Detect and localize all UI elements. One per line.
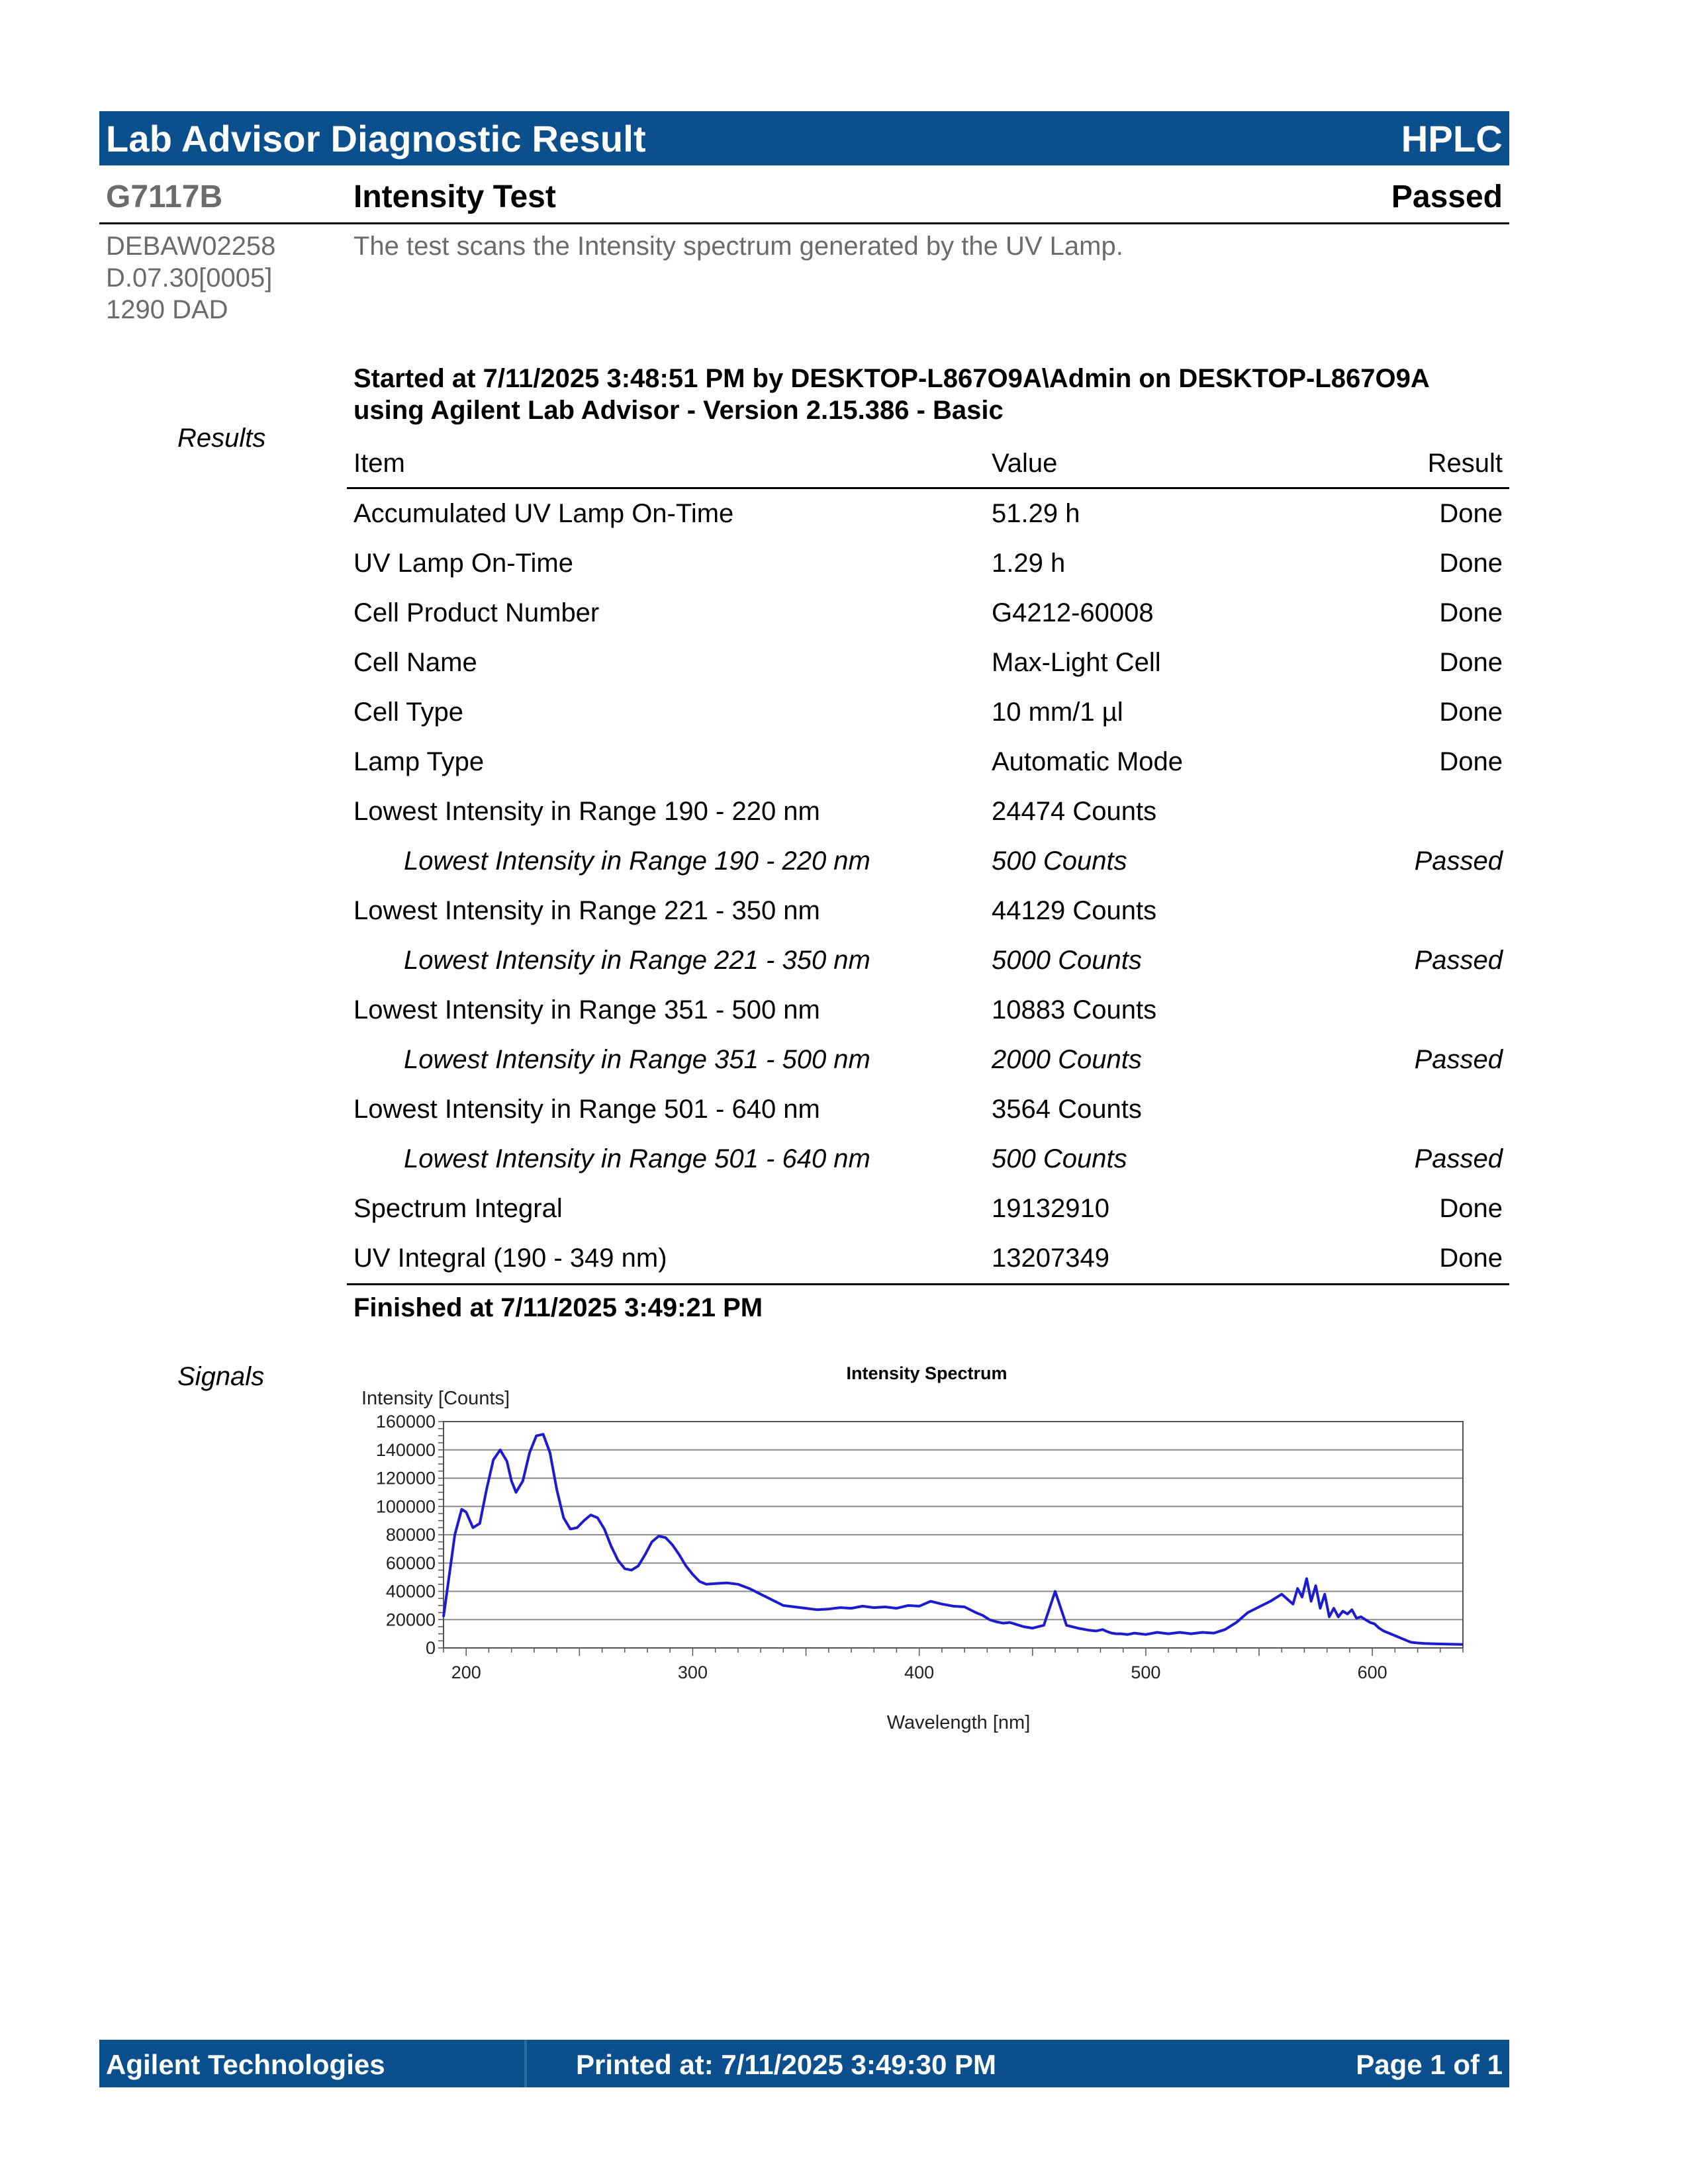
cell-item: Cell Type — [353, 698, 464, 727]
started-line-1: Started at 7/11/2025 3:48:51 PM by DESKTOP-L867O9A\Admin on DESKTOP-L867O9A — [353, 364, 1430, 393]
cell-result: Passed — [1414, 1144, 1503, 1173]
table-row — [347, 1085, 1509, 1134]
cell-value: 1.29 h — [992, 549, 1066, 578]
cell-value: 500 Counts — [992, 1144, 1127, 1173]
y-tick-label: 40000 — [385, 1581, 436, 1602]
cell-value: 24474 Counts — [992, 797, 1157, 826]
cell-value: 10883 Counts — [992, 995, 1157, 1024]
cell-value: 10 mm/1 µl — [992, 698, 1123, 727]
results-table — [347, 439, 1509, 1285]
cell-result: Passed — [1414, 846, 1503, 876]
cell-result: Passed — [1414, 946, 1503, 975]
footer-company: Agilent Technologies — [106, 2049, 385, 2080]
cell-item: Lowest Intensity in Range 190 - 220 nm — [353, 797, 820, 826]
cell-result: Done — [1439, 499, 1503, 528]
table-row — [347, 1184, 1509, 1234]
cell-item: UV Lamp On-Time — [353, 549, 573, 578]
footer-page: Page 1 of 1 — [1356, 2049, 1503, 2080]
footer-separator — [524, 2040, 527, 2087]
cell-item: Cell Product Number — [353, 598, 600, 627]
report-header-bar — [99, 111, 1509, 165]
table-row — [347, 488, 1509, 539]
cell-value: Automatic Mode — [992, 747, 1184, 776]
chart-title: Intensity Spectrum — [846, 1363, 1008, 1383]
table-row — [347, 1234, 1509, 1285]
cell-value: 500 Counts — [992, 846, 1127, 876]
cell-item: Lowest Intensity in Range 190 - 220 nm — [404, 846, 870, 876]
x-tick-labels — [451, 1662, 1387, 1682]
x-tick-label: 600 — [1357, 1662, 1387, 1682]
footer-bar — [99, 2040, 1509, 2087]
footer-printed: Printed at: 7/11/2025 3:49:30 PM — [576, 2049, 996, 2080]
instrument-module: 1290 DAD — [106, 295, 228, 324]
table-row — [347, 737, 1509, 787]
cell-item: Lowest Intensity in Range 221 - 350 nm — [353, 896, 820, 925]
intensity-spectrum-chart — [344, 1357, 1483, 1754]
header-value: Value — [985, 439, 1369, 488]
cell-value: 5000 Counts — [992, 946, 1142, 975]
report-title: Lab Advisor Diagnostic Result — [106, 117, 646, 159]
instrument-firmware: D.07.30[0005] — [106, 263, 273, 293]
table-row — [347, 638, 1509, 688]
cell-item: Spectrum Integral — [353, 1194, 563, 1223]
cell-item: Lowest Intensity in Range 501 - 640 nm — [404, 1144, 870, 1173]
cell-result — [1369, 985, 1509, 1035]
cell-result: Done — [1439, 698, 1503, 727]
y-tick-label: 0 — [425, 1638, 436, 1658]
cell-result: Done — [1369, 1234, 1509, 1285]
y-tick-label: 120000 — [375, 1468, 436, 1488]
limit-row — [347, 936, 1509, 985]
cell-value: 51.29 h — [992, 499, 1080, 528]
cell-item: Lowest Intensity in Range 351 - 500 nm — [404, 1045, 870, 1074]
y-tick-label: 100000 — [375, 1496, 436, 1517]
cell-value: 3564 Counts — [992, 1095, 1142, 1124]
cell-result: Done — [1439, 1194, 1503, 1223]
minor-ticks — [438, 1422, 1463, 1656]
y-tick-label: 20000 — [385, 1610, 436, 1630]
results-label: Results — [177, 424, 266, 453]
instrument-info — [106, 230, 275, 326]
grid — [444, 1422, 1463, 1648]
test-name: Intensity Test — [353, 179, 556, 214]
signals-label: Signals — [177, 1362, 265, 1391]
limit-row — [347, 1035, 1509, 1085]
table-row — [347, 985, 1509, 1035]
cell-result: Done — [1439, 549, 1503, 578]
y-tick-label: 80000 — [385, 1525, 436, 1545]
run-started — [353, 363, 1430, 426]
cell-item: Lowest Intensity in Range 221 - 350 nm — [404, 946, 870, 975]
y-tick-labels — [376, 1412, 436, 1658]
table-row — [347, 539, 1509, 588]
y-tick-label: 140000 — [375, 1439, 436, 1460]
x-tick-label: 400 — [904, 1662, 935, 1682]
limit-row — [347, 837, 1509, 886]
cell-item: Lowest Intensity in Range 351 - 500 nm — [353, 995, 820, 1024]
report-category: HPLC — [1401, 117, 1503, 159]
table-row — [347, 787, 1509, 837]
cell-value: 44129 Counts — [992, 896, 1157, 925]
cell-result: Done — [1439, 747, 1503, 776]
test-title-row — [99, 173, 1509, 224]
x-tick-label: 300 — [677, 1662, 708, 1682]
cell-item: Lamp Type — [353, 747, 485, 776]
cell-value: Max-Light Cell — [992, 648, 1161, 677]
test-description: The test scans the Intensity spectrum generated by the UV Lamp. — [353, 232, 1123, 261]
cell-result — [1369, 787, 1509, 837]
cell-result: Done — [1439, 598, 1503, 627]
cell-item: UV Integral (190 - 349 nm) — [347, 1234, 985, 1285]
cell-result — [1369, 1085, 1509, 1134]
cell-result: Passed — [1414, 1045, 1503, 1074]
cell-item: Lowest Intensity in Range 501 - 640 nm — [353, 1095, 820, 1124]
module-model: G7117B — [106, 179, 223, 214]
header-result: Result — [1369, 439, 1509, 488]
table-row — [347, 886, 1509, 936]
instrument-serial: DEBAW02258 — [106, 232, 276, 261]
cell-value: 13207349 — [985, 1234, 1369, 1285]
table-row — [347, 588, 1509, 638]
x-axis-label: Wavelength [nm] — [886, 1712, 1031, 1733]
y-axis-label: Intensity [Counts] — [361, 1388, 510, 1409]
test-status: Passed — [1391, 179, 1503, 214]
header-item: Item — [347, 439, 985, 488]
y-tick-label: 160000 — [375, 1412, 436, 1432]
table-row — [347, 688, 1509, 737]
cell-result: Done — [1439, 648, 1503, 677]
cell-item: Accumulated UV Lamp On-Time — [353, 499, 734, 528]
cell-result — [1369, 886, 1509, 936]
results-header-row — [347, 439, 1509, 488]
spectrum-line — [444, 1434, 1463, 1645]
cell-value: 19132910 — [992, 1194, 1109, 1223]
y-tick-label: 60000 — [385, 1553, 436, 1573]
run-finished: Finished at 7/11/2025 3:49:21 PM — [353, 1293, 763, 1322]
cell-item: Cell Name — [353, 648, 477, 677]
limit-row — [347, 1134, 1509, 1184]
x-tick-label: 500 — [1131, 1662, 1161, 1682]
x-tick-label: 200 — [451, 1662, 481, 1682]
cell-value: G4212-60008 — [992, 598, 1154, 627]
started-line-2: using Agilent Lab Advisor - Version 2.15.386 - Basic — [353, 396, 1004, 425]
cell-value: 2000 Counts — [992, 1045, 1142, 1074]
